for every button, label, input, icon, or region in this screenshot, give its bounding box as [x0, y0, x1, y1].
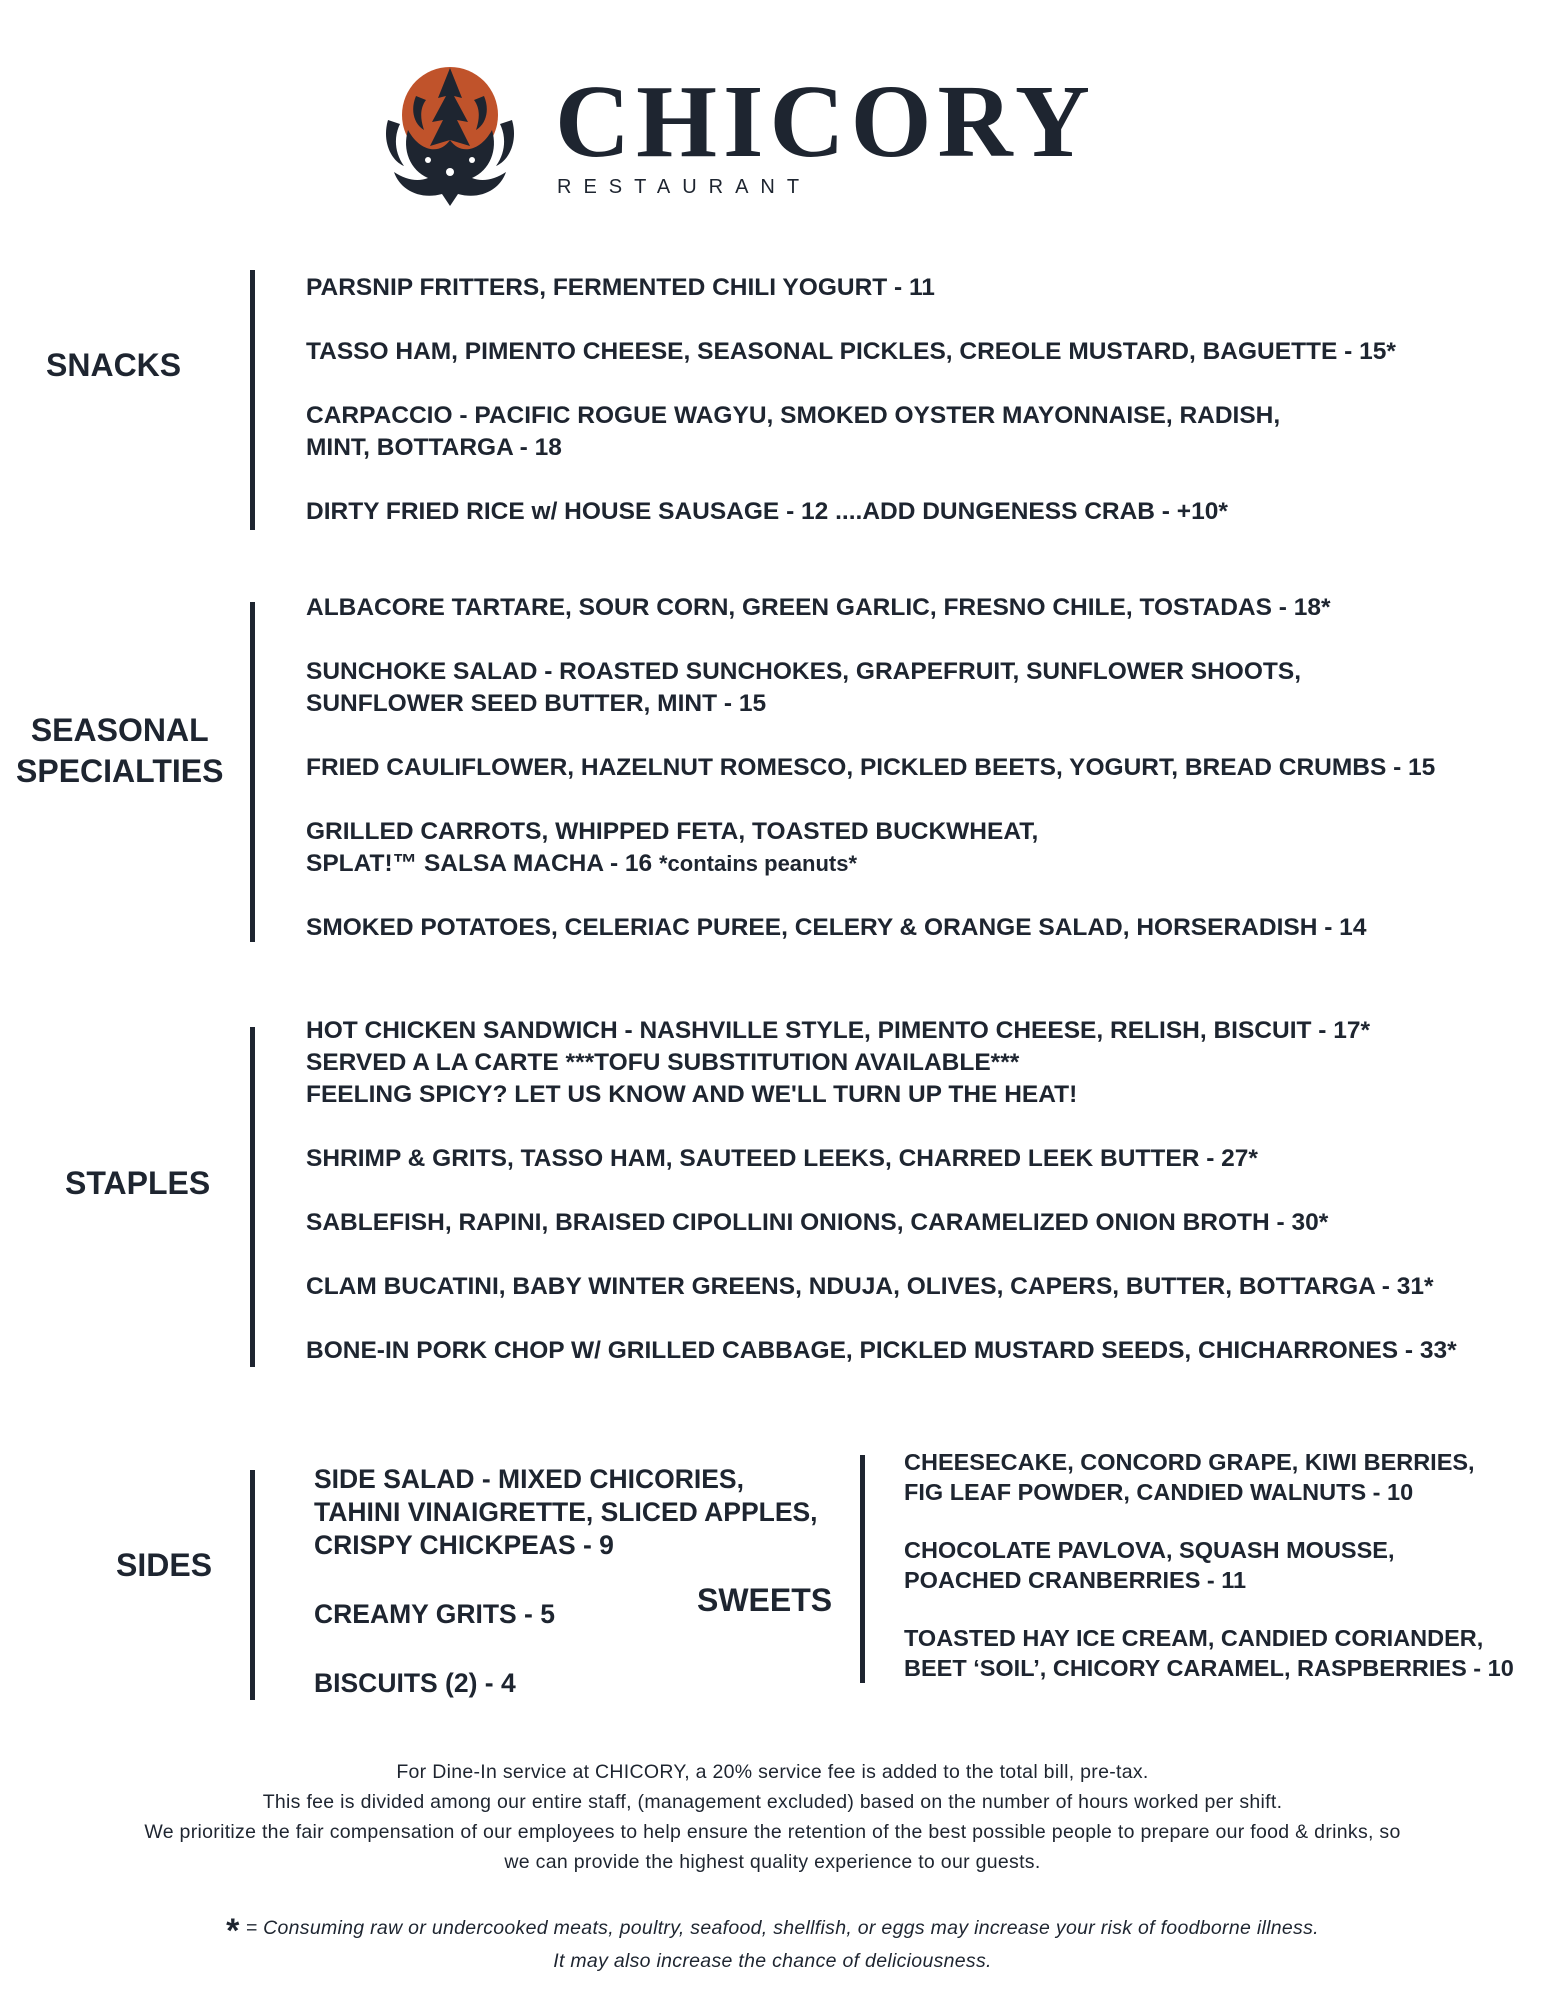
section-title-sides: SIDES: [116, 1547, 213, 1583]
section-title-seasonal-specialties: SEASONAL SPECIALTIES: [16, 712, 224, 789]
menu-item: ALBACORE TARTARE, SOUR CORN, GREEN GARLIC, FRESNO CHILE, TOSTADAS - 18*: [306, 594, 1331, 621]
menu-item: DIRTY FRIED RICE w/ HOUSE SAUSAGE - 12 ....ADD DUNGENESS CRAB - +10*: [306, 498, 1228, 525]
menu-item: TOASTED HAY ICE CREAM, CANDIED CORIANDER, BEET ‘SOIL’, CHICORY CARAMEL, RASPBERRIES - 10: [904, 1625, 1514, 1681]
footer-line: For Dine-In service at CHICORY, a 20% service fee is added to the total bill, pre-tax.: [396, 1761, 1149, 1783]
menu-items-snacks: [306, 272, 1396, 528]
disclaimer-line: It may also increase the chance of deliciousness.: [553, 1950, 992, 1972]
menu-item: HOT CHICKEN SANDWICH - NASHVILLE STYLE, PIMENTO CHEESE, RELISH, BISCUIT - 17* SERVED A LA CARTE ***TOFU SUBSTITUTION AVAILABLE*** FEELING SPICY? LET US KNOW AND WE'LL TURN UP THE HEAT!: [306, 1017, 1371, 1108]
section-divider: [250, 602, 255, 942]
menu-item-line: SPLAT!™ SALSA MACHA - 16: [306, 850, 653, 877]
menu-item: SABLEFISH, RAPINI, BRAISED CIPOLLINI ONIONS, CARAMELIZED ONION BROTH - 30*: [306, 1209, 1329, 1236]
menu-item: [306, 816, 1435, 880]
menu-item: BONE-IN PORK CHOP W/ GRILLED CABBAGE, PICKLED MUSTARD SEEDS, CHICHARRONES - 33*: [306, 1337, 1457, 1364]
chicory-plant-logo-icon: [380, 60, 515, 210]
menu-item: PARSNIP FRITTERS, FERMENTED CHILI YOGURT - 11: [306, 274, 935, 301]
section-title-staples: STAPLES: [65, 1165, 211, 1201]
menu-item: CARPACCIO - PACIFIC ROGUE WAGYU, SMOKED OYSTER MAYONNAISE, RADISH, MINT, BOTTARGA - 18: [306, 402, 1281, 461]
menu-items-staples: [306, 1015, 1457, 1367]
restaurant-name: CHICORY: [555, 64, 1097, 179]
menu-item: SMOKED POTATOES, CELERIAC PUREE, CELERY & ORANGE SALAD, HORSERADISH - 14: [306, 914, 1367, 941]
menu-item: SHRIMP & GRITS, TASSO HAM, SAUTEED LEEKS, CHARRED LEEK BUTTER - 27*: [306, 1145, 1258, 1172]
section-divider: [250, 1027, 255, 1367]
restaurant-subtitle: RESTAURANT: [557, 176, 812, 198]
food-safety-disclaimer: [40, 1913, 1505, 1976]
section-divider: [250, 270, 255, 530]
menu-items-sweets: [904, 1447, 1514, 1683]
asterisk-symbol: *: [226, 1912, 240, 1950]
menu-item: FRIED CAULIFLOWER, HAZELNUT ROMESCO, PICKLED BEETS, YOGURT, BREAD CRUMBS - 15: [306, 754, 1436, 781]
menu-items-seasonal: [306, 592, 1435, 944]
menu-item: CLAM BUCATINI, BABY WINTER GREENS, NDUJA, OLIVES, CAPERS, BUTTER, BOTTARGA - 31*: [306, 1273, 1434, 1300]
footer-line: we can provide the highest quality experience to our guests.: [504, 1851, 1041, 1873]
allergen-note: *contains peanuts*: [659, 851, 858, 876]
menu-item: BISCUITS (2) - 4: [314, 1668, 516, 1698]
service-fee-notice: [40, 1757, 1505, 1877]
section-divider: [250, 1470, 255, 1700]
menu-item: SUNCHOKE SALAD - ROASTED SUNCHOKES, GRAPEFRUIT, SUNFLOWER SHOOTS, SUNFLOWER SEED BUTTER, MINT - 15: [306, 658, 1302, 717]
section-divider: [860, 1455, 865, 1683]
menu-item: TASSO HAM, PIMENTO CHEESE, SEASONAL PICKLES, CREOLE MUSTARD, BAGUETTE - 15*: [306, 338, 1396, 365]
section-title-snacks: SNACKS: [46, 347, 182, 383]
section-title-sweets: SWEETS: [697, 1582, 833, 1618]
footer-line: This fee is divided among our entire staff, (management excluded) based on the number of hours worked per shift.: [262, 1791, 1283, 1813]
footer-line: We prioritize the fair compensation of our employees to help ensure the retention of the best possible people to prepare our food & drinks, so: [144, 1821, 1401, 1843]
menu-item: CREAMY GRITS - 5: [314, 1599, 555, 1629]
menu-item: CHEESECAKE, CONCORD GRAPE, KIWI BERRIES, FIG LEAF POWDER, CANDIED WALNUTS - 10: [904, 1449, 1475, 1505]
menu-item: CHOCOLATE PAVLOVA, SQUASH MOUSSE, POACHED CRANBERRIES - 11: [904, 1537, 1395, 1593]
menu-item-line: GRILLED CARROTS, WHIPPED FETA, TOASTED BUCKWHEAT,: [306, 818, 1039, 845]
menu-item: SIDE SALAD - MIXED CHICORIES, TAHINI VINAIGRETTE, SLICED APPLES, CRISPY CHICKPEAS - 9: [314, 1464, 818, 1560]
disclaimer-line: = Consuming raw or undercooked meats, poultry, seafood, shellfish, or eggs may increase your risk of foodborne illness.: [245, 1917, 1319, 1939]
